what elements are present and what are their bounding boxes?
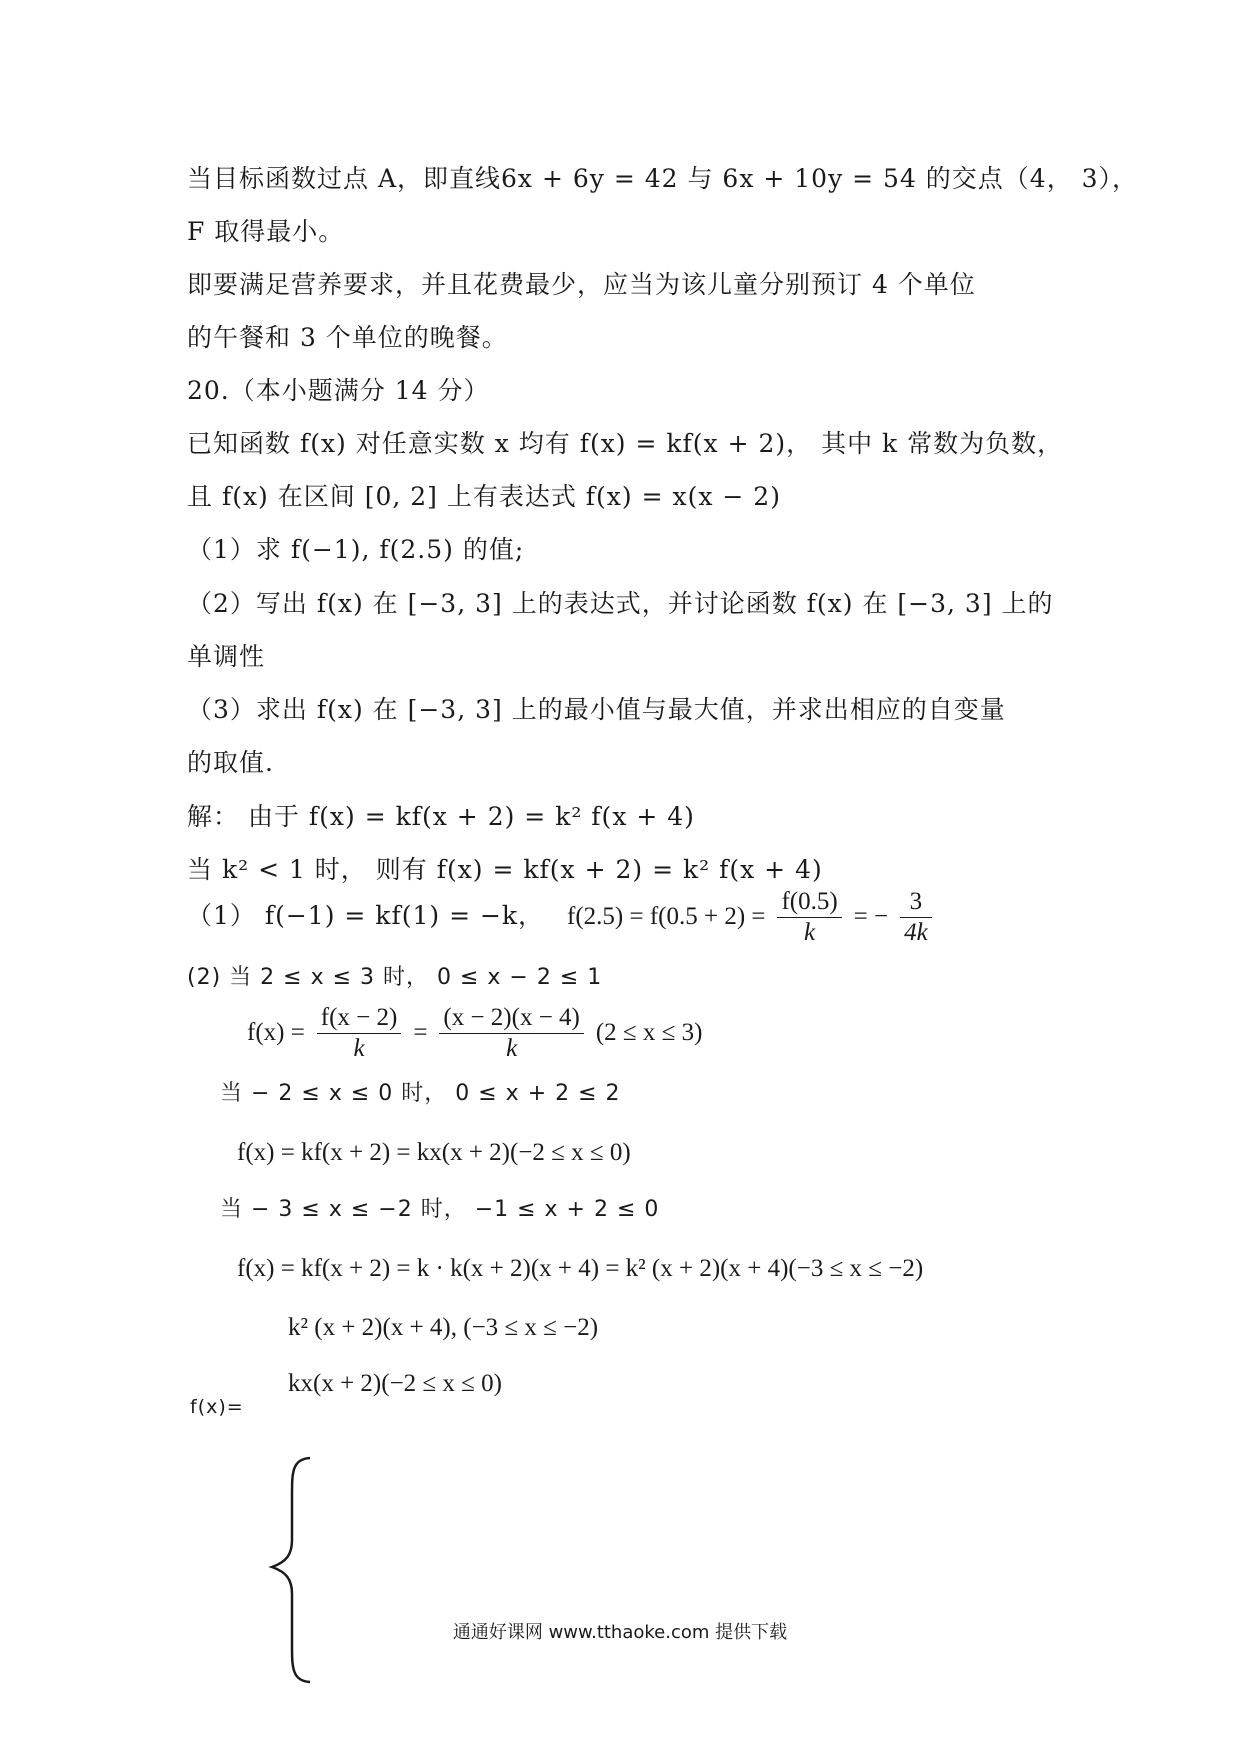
question-2: （2）写出 f(x) 在 [−3, 3] 上的表达式，并讨论函数 f(x) 在 [−3, 3] 上的 [187,589,1054,618]
fraction-numerator: f(0.5) [777,887,841,918]
formula: f(x) = kf(x + 2) = k · k(x + 2)(x + 4) = k² (x + 2)(x + 4)(−3 ≤ x ≤ −2) [237,1255,924,1282]
solution-part-2-line-5: 当 − 3 ≤ x ≤ −2 时， −1 ≤ x + 2 ≤ 0 [220,1197,660,1222]
solution-part-2-line-4 [237,1135,631,1170]
fraction-numerator: (x − 2)(x − 4) [439,1003,584,1034]
piecewise-case-2 [288,1366,502,1401]
text-line-1: 当目标函数过点 A，即直线6x + 6y = 42 与 6x + 10y = 54 的交点（4， 3）， [187,164,1139,193]
solution-part-2-line-6 [237,1251,923,1286]
left-brace-icon [262,1455,322,1685]
text-line-4: 的午餐和 3 个单位的晚餐。 [187,323,508,352]
solution-line-2: 当 k² < 1 时， 则有 f(x) = kf(x + 2) = k² f(x + 4) [187,855,823,884]
equals-minus: = − [853,903,889,930]
fraction-numerator: f(x − 2) [317,1003,402,1034]
piecewise-label: f(x)= [190,1396,244,1418]
text-line-6: 已知函数 f(x) 对任意实数 x 均有 f(x) = kf(x + 2)， 其中 k 常数为负数， [187,429,1064,458]
text-line-12: 的取值. [187,748,274,777]
domain-note: (2 ≤ x ≤ 3) [595,1019,703,1046]
formula: kx(x + 2)(−2 ≤ x ≤ 0) [288,1370,502,1397]
solution-part-2-line-1: (2) 当 2 ≤ x ≤ 3 时， 0 ≤ x − 2 ≤ 1 [187,965,603,990]
part-1-text-b: f(2.5) = f(0.5 + 2) = [567,903,766,930]
solution-part-1 [187,887,935,948]
fraction-fx2-over-k [317,1003,402,1064]
formula: k² (x + 2)(x + 4), (−3 ≤ x ≤ −2) [288,1314,599,1341]
fraction-f05-over-k [777,887,841,948]
fx-equals: f(x) = [247,1019,305,1046]
text-line-7: 且 f(x) 在区间 [0, 2] 上有表达式 f(x) = x(x − 2) [187,482,781,511]
solution-line-1: 解： 由于 f(x) = kf(x + 2) = k² f(x + 4) [187,802,695,831]
part-1-text: （1） f(−1) = kf(1) = −k， [187,901,545,930]
fraction-denominator: k [506,1035,518,1062]
formula: f(x) = kf(x + 2) = kx(x + 2)(−2 ≤ x ≤ 0) [237,1139,631,1166]
fraction-product-over-k [439,1003,584,1064]
solution-part-2-line-3: 当 − 2 ≤ x ≤ 0 时， 0 ≤ x + 2 ≤ 2 [220,1081,621,1106]
solution-part-2-line-2 [247,1003,702,1064]
fraction-denominator: k [353,1035,365,1062]
fraction-denominator: k [804,919,816,946]
question-1: （1）求 f(−1), f(2.5) 的值; [187,535,525,564]
question-3: （3）求出 f(x) 在 [−3, 3] 上的最小值与最大值，并求出相应的自变量 [187,695,1006,724]
text-line-3: 即要满足营养要求，并且花费最少，应当为该儿童分别预订 4 个单位 [187,270,976,299]
text-line-10: 单调性 [187,642,266,671]
problem-heading: 20.（本小题满分 14 分） [187,376,490,405]
equals-sign: = [413,1019,428,1046]
text-line-2: F 取得最小。 [187,217,345,246]
fraction-3-over-4k [900,887,932,948]
fraction-denominator: 4k [904,919,928,946]
footer-watermark: 通通好课网 www.tthaoke.com 提供下载 [452,1622,788,1643]
fraction-numerator: 3 [900,887,932,918]
piecewise-case-1 [288,1310,598,1345]
